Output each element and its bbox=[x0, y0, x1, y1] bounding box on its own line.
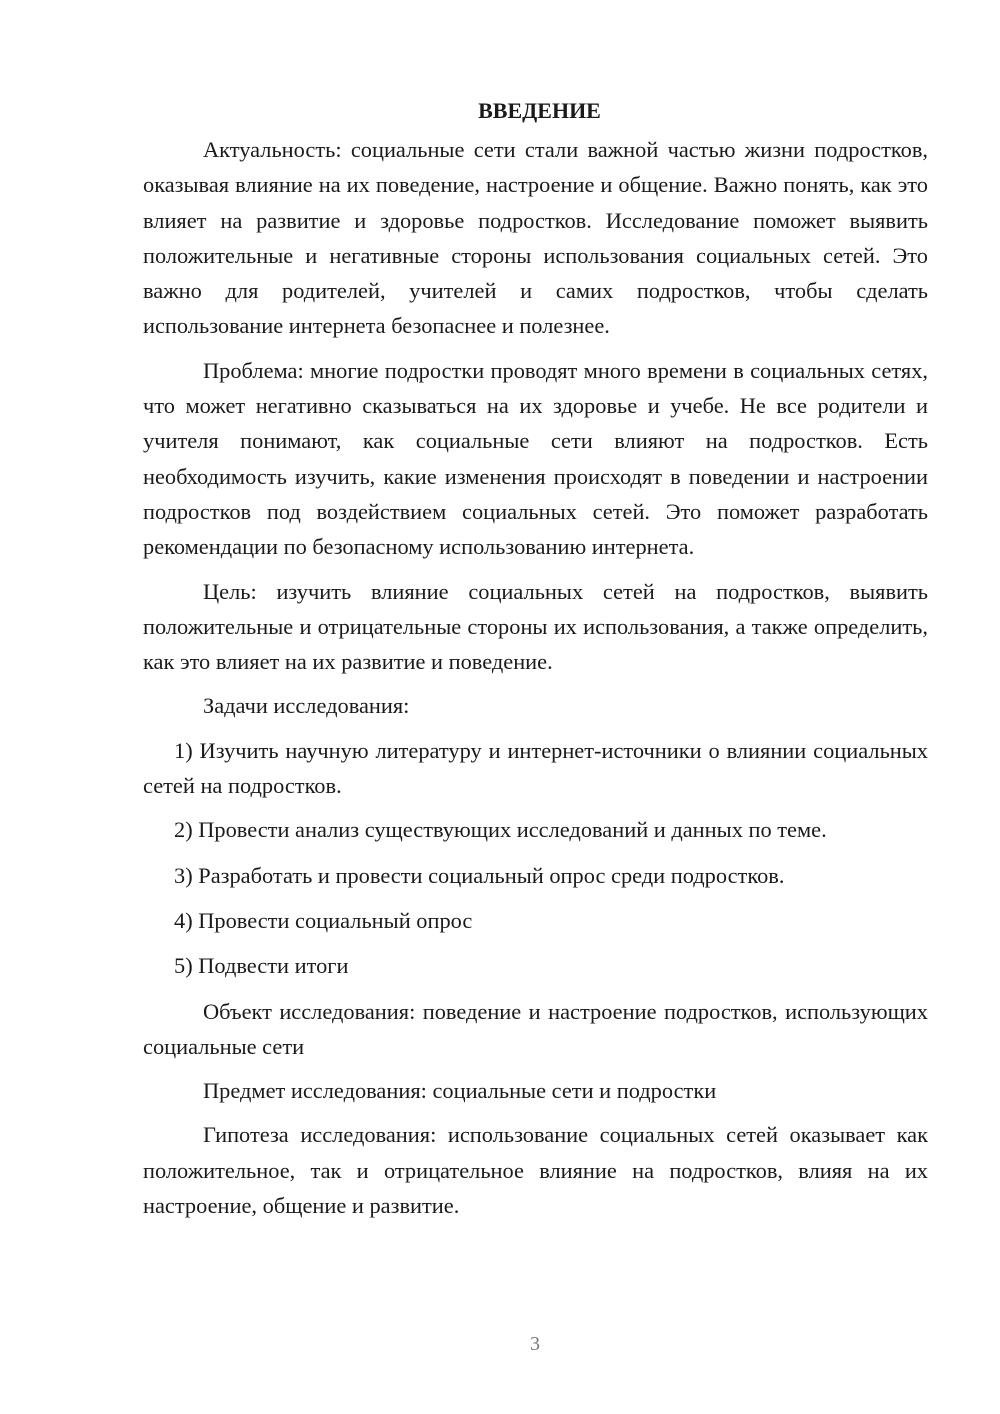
task-item: 3) Разработать и провести социальный опрос среди подростков. bbox=[174, 862, 785, 888]
page-title: ВВЕДЕНИЕ bbox=[478, 98, 601, 123]
document-page bbox=[143, 96, 928, 1232]
tasks-heading: Задачи исследования: bbox=[203, 693, 410, 719]
task-item: 4) Провести социальный опрос bbox=[174, 907, 473, 933]
task-item: 2) Провести анализ существующих исследований и данных по теме. bbox=[174, 817, 827, 843]
task-item: 5) Подвести итоги bbox=[174, 953, 349, 979]
page-number: 3 bbox=[530, 1333, 540, 1355]
relevance-paragraph: Актуальность: социальные сети стали важной частью жизни подростков, оказывая влияние на их поведение, настроение и общение. Важно понять, как это влияет на развитие и здоровье подростков. Исследование поможет выявить положительные и негативные стороны использования социальных сетей. Это важно для родителей, учителей и самих подростков, чтобы сделать использование интернета безопаснее и полезнее. bbox=[143, 137, 928, 339]
problem-paragraph: Проблема: многие подростки проводят много времени в социальных сетях, что может негативно сказываться на их здоровье и учебе. Не все родители и учителя понимают, как социальные сети влияют на подростков. Есть необходимость изучить, какие изменения происходят в поведении и настроении подростков под воздействием социальных сетей. Это поможет разработать рекомендации по безопасному использованию интернета. bbox=[143, 357, 928, 560]
hypothesis-paragraph: Гипотеза исследования: использование социальных сетей оказывает как положительное, так и отрицательное влияние на подростков, влияя на их настроение, общение и развитие. bbox=[143, 1122, 928, 1219]
object-paragraph: Объект исследования: поведение и настроение подростков, использующих социальные сети bbox=[143, 998, 928, 1059]
goal-paragraph: Цель: изучить влияние социальных сетей на подростков, выявить положительные и отрицательные стороны их использования, а также определить, как это влияет на их развитие и поведение. bbox=[143, 578, 928, 675]
subject-paragraph: Предмет исследования: социальные сети и подростки bbox=[203, 1078, 717, 1104]
task-item: 1) Изучить научную литературу и интернет-источники о влиянии социальных сетей на подростков. bbox=[143, 737, 928, 799]
